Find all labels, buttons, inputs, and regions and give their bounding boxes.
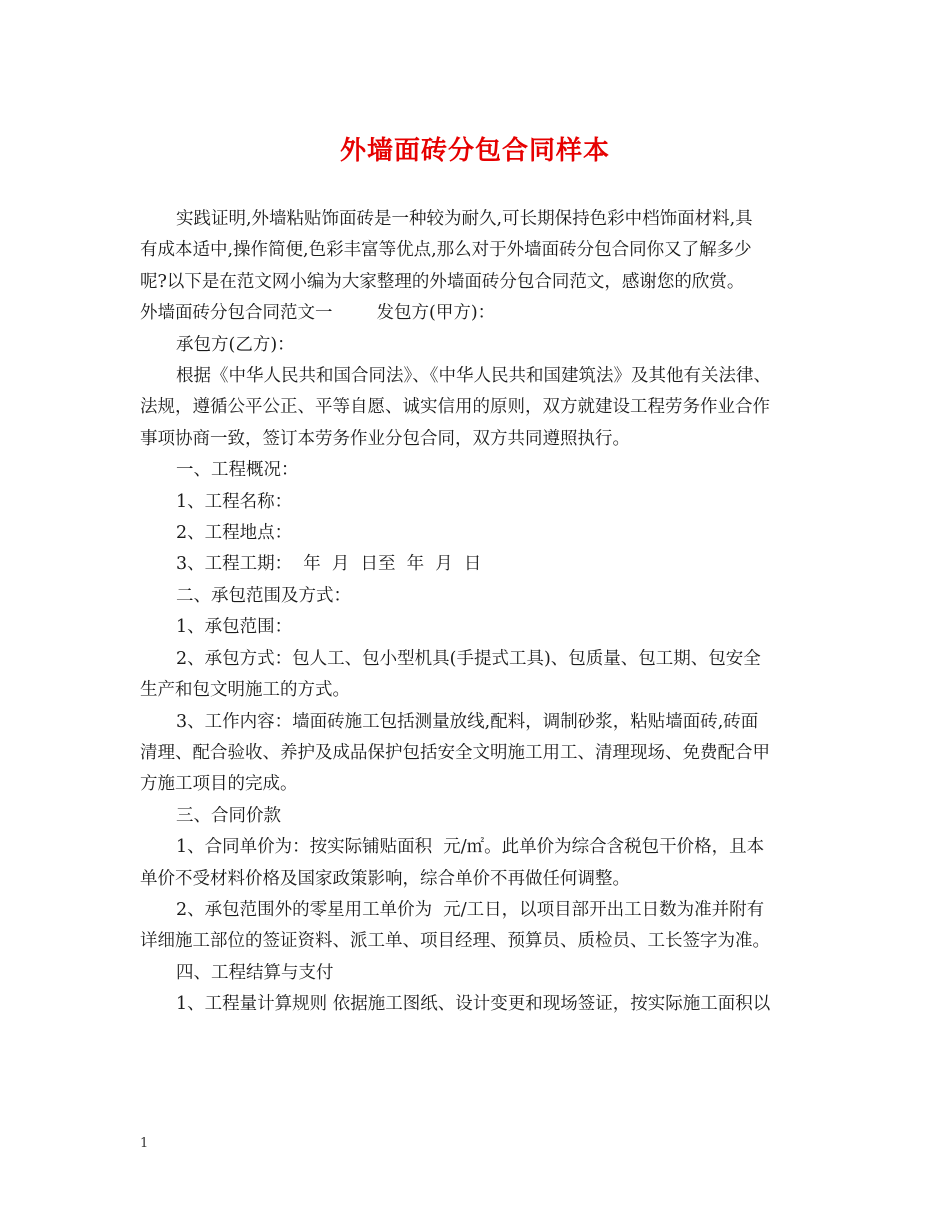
text-line: 1、合同单价为：按实际铺贴面积 元/㎡。此单价为综合含税包干价格，且本 xyxy=(176,837,765,858)
text-line: 1、工程量计算规则 依据施工图纸、设计变更和现场签证，按实际施工面积以 xyxy=(176,994,771,1015)
section-heading: 三、合同价款 xyxy=(176,805,281,826)
text-line: 3、工作内容：墙面砖施工包括测量放线,配料，调制砂浆，粘贴墙面砖,砖面 xyxy=(176,711,759,732)
text-line: 实践证明,外墙粘贴饰面砖是一种较为耐久,可长期保持色彩中档饰面材料,具 xyxy=(176,209,753,229)
text-line: 清理、配合验收、养护及成品保护包括安全文明施工用工、清理现场、免费配合甲 xyxy=(140,742,770,763)
text-line: 生产和包文明施工的方式。 xyxy=(140,680,350,701)
clause: 3、工程工期： 年 月 日至 年 月 日 xyxy=(176,554,482,575)
clause xyxy=(140,989,840,1020)
text-line: 有成本适中,操作简便,色彩丰富等优点,那么对于外墙面砖分包合同你又了解多少 xyxy=(140,240,752,261)
clause: 1、承包范围： xyxy=(176,617,293,638)
text-line: 根据《中华人民共和国合同法》、《中华人民共和国建筑法》及其他有关法律、 xyxy=(176,366,771,387)
clause xyxy=(140,895,840,958)
clause xyxy=(140,707,840,801)
intro-paragraph xyxy=(140,204,840,298)
document-title: 外墙面砖分包合同样本 xyxy=(339,136,610,166)
text-line: 单价不受材料价格及国家政策影响，综合单价不再做任何调整。 xyxy=(140,868,630,889)
page-number: 1 xyxy=(140,1136,149,1151)
text-line: 2、承包方式：包人工、包小型机具(手提式工具)、包质量、包工期、包安全 xyxy=(176,648,761,669)
sample-heading-line xyxy=(140,298,840,329)
text-line: 法规，遵循公平公正、平等自愿、诚实信用的原则，双方就建设工程劳务作业合作 xyxy=(140,397,770,418)
clause xyxy=(140,832,840,895)
party-a-label: 发包方(甲方)： xyxy=(376,303,496,324)
document-body xyxy=(140,204,840,1021)
section-heading: 二、承包范围及方式： xyxy=(176,585,351,606)
text-line: 2、承包范围外的零星用工单价为 元/工日，以项目部开出工日数为准并附有 xyxy=(176,899,765,920)
section-heading: 一、工程概况： xyxy=(176,460,299,481)
basis-paragraph xyxy=(140,361,840,455)
text-line: 详细施工部位的签证资料、派工单、项目经理、预算员、质检员、工长签字为准。 xyxy=(140,931,770,952)
party-b-label: 承包方(乙方)： xyxy=(176,334,295,355)
text-line: 方施工项目的完成。 xyxy=(140,774,298,795)
text-line: 呢?以下是在范文网小编为大家整理的外墙面砖分包合同范文，感谢您的欣赏。 xyxy=(140,271,745,292)
clause: 2、工程地点： xyxy=(176,523,293,544)
clause: 1、工程名称： xyxy=(176,491,293,512)
text-line: 事项协商一致，签订本劳务作业分包合同，双方共同遵照执行。 xyxy=(140,428,630,449)
clause xyxy=(140,644,840,707)
sample-heading: 外墙面砖分包合同范文一 xyxy=(140,303,333,324)
section-heading: 四、工程结算与支付 xyxy=(176,962,334,983)
